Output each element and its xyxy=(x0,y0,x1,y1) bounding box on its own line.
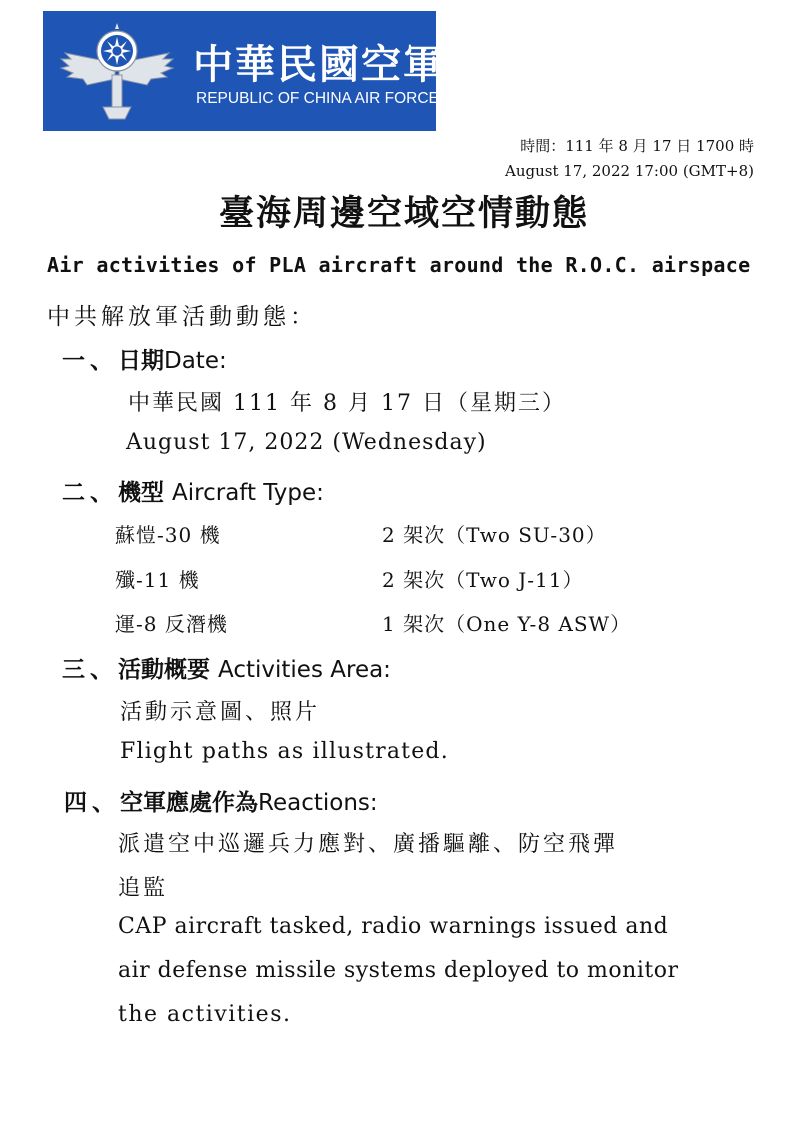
timestamp-zh: 時間：111 年 8 月 17 日 1700 時 xyxy=(520,137,754,155)
reactions-line-zh: 追監 xyxy=(118,876,169,901)
reactions-line-zh: 派遣空中巡邏兵力應對、廣播驅離、防空飛彈 xyxy=(118,832,619,857)
section-date-heading-zh: 日期 xyxy=(118,348,164,374)
date-line-en: August 17, 2022 (Wednesday) xyxy=(126,430,487,455)
reactions-line-en: CAP aircraft tasked, radio warnings issued and xyxy=(118,914,669,939)
section-date-label: Date: xyxy=(164,348,227,374)
section-area-number: 三、 xyxy=(62,657,118,683)
page-title: 臺海周邊空域空情動態 xyxy=(218,194,589,234)
section-reactions-label: Reactions: xyxy=(258,790,378,816)
section-reactions-heading xyxy=(64,784,378,817)
section-date-number: 一、 xyxy=(62,348,118,374)
section-aircraft-heading-zh: 機型 xyxy=(118,480,164,506)
aircraft-item-count: 2 架次（Two SU-30） xyxy=(382,523,607,547)
aircraft-item-name: 殲-11 機 xyxy=(115,568,200,592)
reactions-line-en: the activities. xyxy=(118,1002,292,1027)
subtitle-en: Air activities of PLA aircraft around the R.O.C. airspace xyxy=(47,253,751,277)
aircraft-item-name: 運-8 反潛機 xyxy=(115,612,228,636)
section-aircraft-label: Aircraft Type: xyxy=(172,480,324,506)
aircraft-item-count: 2 架次（Two J-11） xyxy=(382,568,584,592)
air-force-wings-emblem-icon xyxy=(57,19,177,123)
aircraft-item-name: 蘇愷-30 機 xyxy=(115,523,221,547)
air-force-logo xyxy=(43,11,445,131)
logo-name-zh: 中華民國空軍 xyxy=(193,42,445,88)
date-line-zh: 中華民國 111 年 8 月 17 日（星期三） xyxy=(128,391,566,416)
subtitle-zh: 中共解放軍活動動態： xyxy=(47,304,317,330)
section-reactions-number: 四、 xyxy=(64,790,120,816)
aircraft-item-count: 1 架次（One Y-8 ASW） xyxy=(382,612,632,636)
reactions-line-en: air defense missile systems deployed to monitor xyxy=(118,958,679,983)
section-date-heading xyxy=(62,342,227,375)
timestamp xyxy=(505,134,754,184)
section-area-label: Activities Area: xyxy=(218,657,391,683)
section-area-heading xyxy=(62,651,391,684)
timestamp-en: August 17, 2022 17:00 (GMT+8) xyxy=(505,162,754,180)
area-line-zh: 活動示意圖、照片 xyxy=(120,700,321,725)
logo-name-en: REPUBLIC OF CHINA AIR FORCE xyxy=(196,90,439,107)
section-aircraft-heading xyxy=(62,474,324,507)
area-line-en: Flight paths as illustrated. xyxy=(120,739,449,764)
section-reactions-heading-zh: 空軍應處作為 xyxy=(120,790,258,816)
section-aircraft-number: 二、 xyxy=(62,480,118,506)
section-area-heading-zh: 活動概要 xyxy=(118,657,210,683)
